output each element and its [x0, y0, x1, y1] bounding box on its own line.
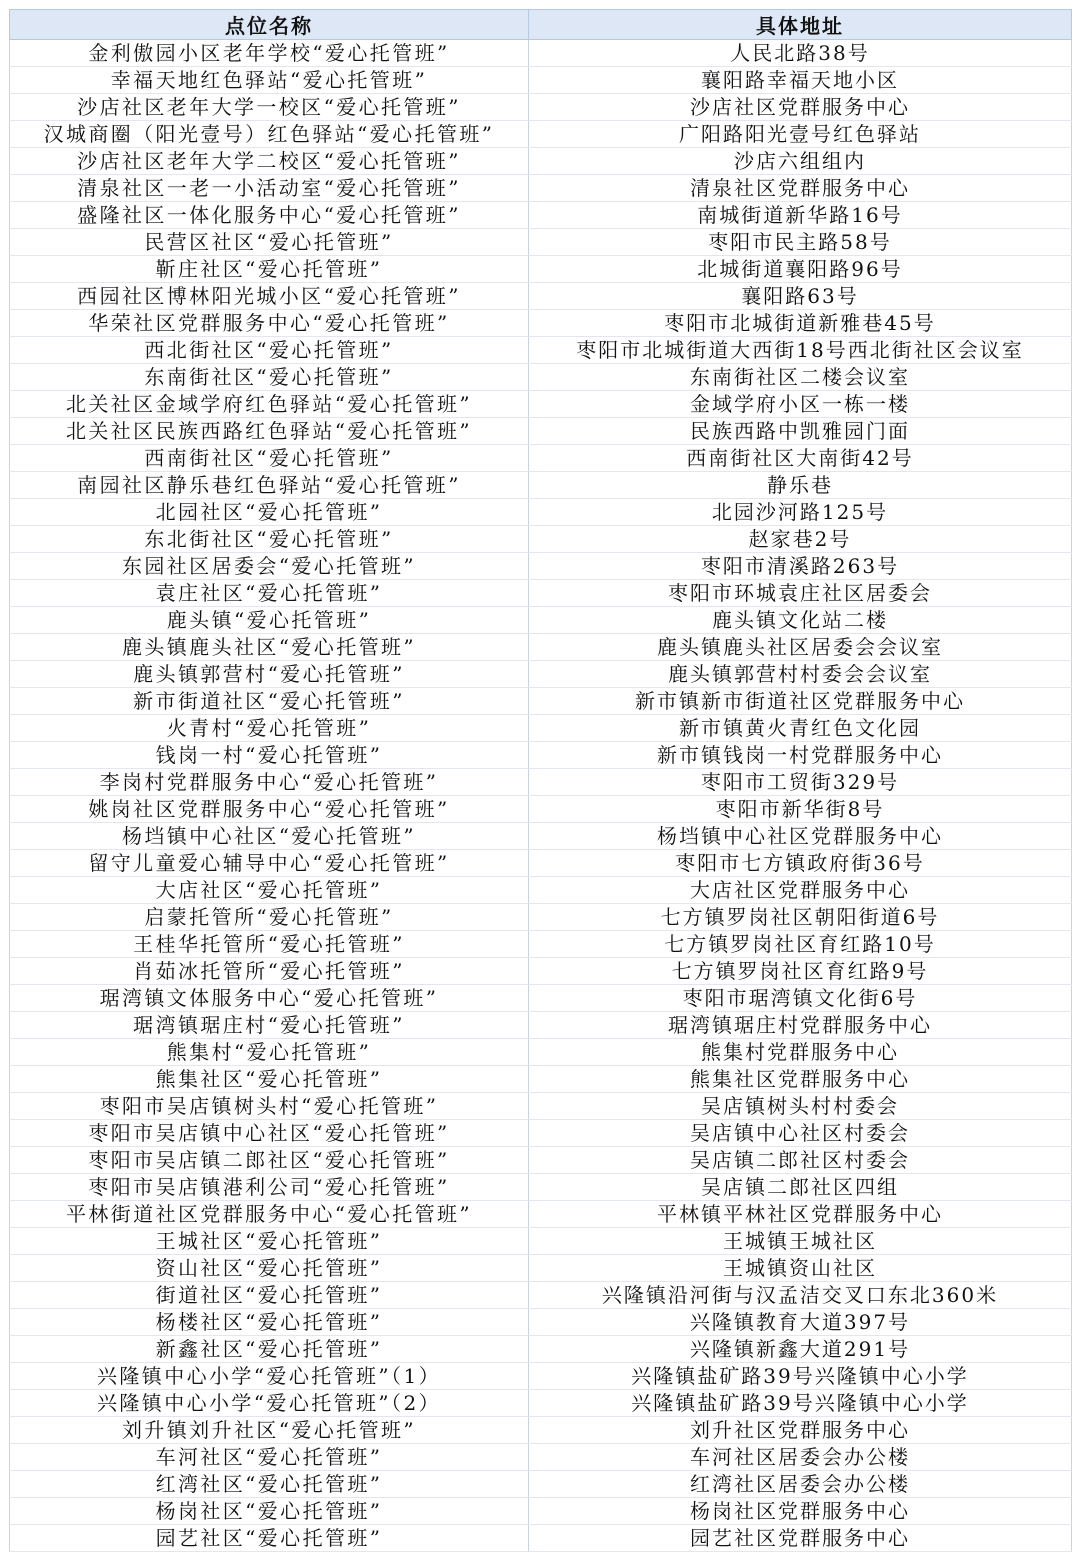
location-address-cell: 枣阳市清溪路263号	[529, 553, 1072, 580]
location-name-cell: 华荣社区党群服务中心“爱心托管班”	[10, 310, 529, 337]
location-address-cell: 兴隆镇盐矿路39号兴隆镇中心小学	[529, 1363, 1072, 1390]
table-row	[10, 40, 1072, 67]
table-row	[10, 391, 1072, 418]
location-address-cell: 南城街道新华路16号	[529, 202, 1072, 229]
table-row	[10, 67, 1072, 94]
location-address-cell: 吴店镇中心社区村委会	[529, 1120, 1072, 1147]
location-name-cell: 熊集社区“爱心托管班”	[10, 1066, 529, 1093]
location-name-cell: 李岗村党群服务中心“爱心托管班”	[10, 769, 529, 796]
location-address-cell: 人民北路38号	[529, 40, 1072, 67]
table-row	[10, 1147, 1072, 1174]
column-header-name: 点位名称	[10, 10, 529, 40]
location-name-cell: 鹿头镇“爱心托管班”	[10, 607, 529, 634]
location-name-cell: 钱岗一村“爱心托管班”	[10, 742, 529, 769]
table-row	[10, 1390, 1072, 1417]
location-address-cell: 平林镇平林社区党群服务中心	[529, 1201, 1072, 1228]
location-name-cell: 鹿头镇鹿头社区“爱心托管班”	[10, 634, 529, 661]
location-name-cell: 西园社区博林阳光城小区“爱心托管班”	[10, 283, 529, 310]
location-name-cell: 北关社区民族西路红色驿站“爱心托管班”	[10, 418, 529, 445]
location-address-cell: 沙店社区党群服务中心	[529, 94, 1072, 121]
table-row	[10, 1012, 1072, 1039]
location-address-cell: 七方镇罗岗社区育红路9号	[529, 958, 1072, 985]
table-row	[10, 364, 1072, 391]
table-row	[10, 310, 1072, 337]
location-address-cell: 枣阳市新华街8号	[529, 796, 1072, 823]
table-row	[10, 445, 1072, 472]
table-row	[10, 94, 1072, 121]
location-name-cell: 靳庄社区“爱心托管班”	[10, 256, 529, 283]
table-row	[10, 823, 1072, 850]
table-row	[10, 283, 1072, 310]
table-body	[10, 40, 1072, 1552]
table-row	[10, 1066, 1072, 1093]
location-address-cell: 北园沙河路125号	[529, 499, 1072, 526]
location-name-cell: 王城社区“爱心托管班”	[10, 1228, 529, 1255]
location-address-cell: 鹿头镇文化站二楼	[529, 607, 1072, 634]
header-row	[10, 10, 1072, 40]
location-address-cell: 兴隆镇盐矿路39号兴隆镇中心小学	[529, 1390, 1072, 1417]
location-address-cell: 西南街社区大南街42号	[529, 445, 1072, 472]
location-address-cell: 大店社区党群服务中心	[529, 877, 1072, 904]
table-row	[10, 1309, 1072, 1336]
column-header-address: 具体地址	[529, 10, 1072, 40]
location-name-cell: 枣阳市吴店镇树头村“爱心托管班”	[10, 1093, 529, 1120]
table-row	[10, 499, 1072, 526]
location-name-cell: 金利傲园小区老年学校“爱心托管班”	[10, 40, 529, 67]
location-address-cell: 金域学府小区一栋一楼	[529, 391, 1072, 418]
location-address-cell: 北城街道襄阳路96号	[529, 256, 1072, 283]
location-name-cell: 平林街道社区党群服务中心“爱心托管班”	[10, 1201, 529, 1228]
table-row	[10, 904, 1072, 931]
location-name-cell: 幸福天地红色驿站“爱心托管班”	[10, 67, 529, 94]
location-address-cell: 枣阳市琚湾镇文化街6号	[529, 985, 1072, 1012]
table-row	[10, 1120, 1072, 1147]
table-row	[10, 337, 1072, 364]
location-name-cell: 刘升镇刘升社区“爱心托管班”	[10, 1417, 529, 1444]
location-name-cell: 琚湾镇琚庄村“爱心托管班”	[10, 1012, 529, 1039]
table-row	[10, 1525, 1072, 1552]
location-name-cell: 琚湾镇文体服务中心“爱心托管班”	[10, 985, 529, 1012]
table-row	[10, 553, 1072, 580]
table-row	[10, 769, 1072, 796]
location-address-cell: 兴隆镇新鑫大道291号	[529, 1336, 1072, 1363]
location-name-cell: 东北街社区“爱心托管班”	[10, 526, 529, 553]
location-address-cell: 熊集村党群服务中心	[529, 1039, 1072, 1066]
location-name-cell: 街道社区“爱心托管班”	[10, 1282, 529, 1309]
location-address-cell: 新市镇钱岗一村党群服务中心	[529, 742, 1072, 769]
location-address-cell: 杨垱镇中心社区党群服务中心	[529, 823, 1072, 850]
location-address-cell: 红湾社区居委会办公楼	[529, 1471, 1072, 1498]
locations-table-container	[9, 9, 1071, 1552]
location-name-cell: 鹿头镇郭营村“爱心托管班”	[10, 661, 529, 688]
location-address-cell: 七方镇罗岗社区朝阳街道6号	[529, 904, 1072, 931]
location-address-cell: 枣阳市北城街道大西街18号西北街社区会议室	[529, 337, 1072, 364]
table-row	[10, 1201, 1072, 1228]
location-name-cell: 王桂华托管所“爱心托管班”	[10, 931, 529, 958]
table-row	[10, 175, 1072, 202]
location-address-cell: 兴隆镇教育大道397号	[529, 1309, 1072, 1336]
location-address-cell: 枣阳市环城袁庄社区居委会	[529, 580, 1072, 607]
location-address-cell: 新市镇黄火青红色文化园	[529, 715, 1072, 742]
location-name-cell: 火青村“爱心托管班”	[10, 715, 529, 742]
table-row	[10, 850, 1072, 877]
location-name-cell: 清泉社区一老一小活动室“爱心托管班”	[10, 175, 529, 202]
table-row	[10, 229, 1072, 256]
location-name-cell: 新鑫社区“爱心托管班”	[10, 1336, 529, 1363]
table-row	[10, 634, 1072, 661]
location-address-cell: 赵家巷2号	[529, 526, 1072, 553]
location-address-cell: 王城镇资山社区	[529, 1255, 1072, 1282]
location-address-cell: 枣阳市工贸街329号	[529, 769, 1072, 796]
table-row	[10, 121, 1072, 148]
location-name-cell: 杨楼社区“爱心托管班”	[10, 1309, 529, 1336]
table-row	[10, 1093, 1072, 1120]
table-row	[10, 1471, 1072, 1498]
table-row	[10, 742, 1072, 769]
location-address-cell: 吴店镇二郎社区四组	[529, 1174, 1072, 1201]
location-name-cell: 沙店社区老年大学二校区“爱心托管班”	[10, 148, 529, 175]
location-name-cell: 启蒙托管所“爱心托管班”	[10, 904, 529, 931]
location-address-cell: 熊集社区党群服务中心	[529, 1066, 1072, 1093]
table-row	[10, 202, 1072, 229]
location-address-cell: 东南街社区二楼会议室	[529, 364, 1072, 391]
location-address-cell: 沙店六组组内	[529, 148, 1072, 175]
location-name-cell: 杨垱镇中心社区“爱心托管班”	[10, 823, 529, 850]
table-row	[10, 1498, 1072, 1525]
location-name-cell: 兴隆镇中心小学“爱心托管班”（1）	[10, 1363, 529, 1390]
table-row	[10, 1417, 1072, 1444]
table-row	[10, 1363, 1072, 1390]
location-name-cell: 民营区社区“爱心托管班”	[10, 229, 529, 256]
table-row	[10, 688, 1072, 715]
location-name-cell: 红湾社区“爱心托管班”	[10, 1471, 529, 1498]
location-address-cell: 静乐巷	[529, 472, 1072, 499]
location-name-cell: 南园社区静乐巷红色驿站“爱心托管班”	[10, 472, 529, 499]
table-row	[10, 256, 1072, 283]
location-name-cell: 大店社区“爱心托管班”	[10, 877, 529, 904]
location-name-cell: 枣阳市吴店镇港利公司“爱心托管班”	[10, 1174, 529, 1201]
location-name-cell: 沙店社区老年大学一校区“爱心托管班”	[10, 94, 529, 121]
table-row	[10, 877, 1072, 904]
table-row	[10, 985, 1072, 1012]
location-address-cell: 兴隆镇沿河街与汉孟洁交叉口东北360米	[529, 1282, 1072, 1309]
table-row	[10, 526, 1072, 553]
location-name-cell: 资山社区“爱心托管班”	[10, 1255, 529, 1282]
location-name-cell: 东园社区居委会“爱心托管班”	[10, 553, 529, 580]
table-row	[10, 580, 1072, 607]
location-name-cell: 汉城商圈（阳光壹号）红色驿站“爱心托管班”	[10, 121, 529, 148]
location-name-cell: 北园社区“爱心托管班”	[10, 499, 529, 526]
location-address-cell: 七方镇罗岗社区育红路10号	[529, 931, 1072, 958]
location-name-cell: 枣阳市吴店镇二郎社区“爱心托管班”	[10, 1147, 529, 1174]
location-address-cell: 车河社区居委会办公楼	[529, 1444, 1072, 1471]
location-name-cell: 北关社区金域学府红色驿站“爱心托管班”	[10, 391, 529, 418]
location-address-cell: 鹿头镇鹿头社区居委会会议室	[529, 634, 1072, 661]
location-address-cell: 琚湾镇琚庄村党群服务中心	[529, 1012, 1072, 1039]
table-row	[10, 1282, 1072, 1309]
location-address-cell: 鹿头镇郭营村村委会会议室	[529, 661, 1072, 688]
location-address-cell: 广阳路阳光壹号红色驿站	[529, 121, 1072, 148]
location-name-cell: 西南街社区“爱心托管班”	[10, 445, 529, 472]
table-row	[10, 1336, 1072, 1363]
location-address-cell: 襄阳路幸福天地小区	[529, 67, 1072, 94]
location-name-cell: 杨岗社区“爱心托管班”	[10, 1498, 529, 1525]
location-address-cell: 王城镇王城社区	[529, 1228, 1072, 1255]
location-address-cell: 襄阳路63号	[529, 283, 1072, 310]
location-name-cell: 盛隆社区一体化服务中心“爱心托管班”	[10, 202, 529, 229]
location-address-cell: 吴店镇二郎社区村委会	[529, 1147, 1072, 1174]
location-address-cell: 刘升社区党群服务中心	[529, 1417, 1072, 1444]
table-row	[10, 472, 1072, 499]
table-row	[10, 1174, 1072, 1201]
table-row	[10, 418, 1072, 445]
location-name-cell: 西北街社区“爱心托管班”	[10, 337, 529, 364]
location-name-cell: 留守儿童爱心辅导中心“爱心托管班”	[10, 850, 529, 877]
table-row	[10, 958, 1072, 985]
location-address-cell: 清泉社区党群服务中心	[529, 175, 1072, 202]
location-name-cell: 枣阳市吴店镇中心社区“爱心托管班”	[10, 1120, 529, 1147]
table-row	[10, 1039, 1072, 1066]
table-row	[10, 715, 1072, 742]
location-address-cell: 新市镇新市街道社区党群服务中心	[529, 688, 1072, 715]
table-row	[10, 1444, 1072, 1471]
location-name-cell: 东南街社区“爱心托管班”	[10, 364, 529, 391]
location-name-cell: 熊集村“爱心托管班”	[10, 1039, 529, 1066]
location-address-cell: 吴店镇树头村村委会	[529, 1093, 1072, 1120]
location-address-cell: 枣阳市民主路58号	[529, 229, 1072, 256]
location-name-cell: 新市街道社区“爱心托管班”	[10, 688, 529, 715]
location-address-cell: 杨岗社区党群服务中心	[529, 1498, 1072, 1525]
location-address-cell: 民族西路中凯雅园门面	[529, 418, 1072, 445]
location-address-cell: 枣阳市七方镇政府街36号	[529, 850, 1072, 877]
table-row	[10, 931, 1072, 958]
table-row	[10, 661, 1072, 688]
location-name-cell: 肖茹冰托管所“爱心托管班”	[10, 958, 529, 985]
location-address-cell: 园艺社区党群服务中心	[529, 1525, 1072, 1552]
table-row	[10, 1228, 1072, 1255]
location-address-cell: 枣阳市北城街道新雅巷45号	[529, 310, 1072, 337]
location-name-cell: 车河社区“爱心托管班”	[10, 1444, 529, 1471]
location-name-cell: 兴隆镇中心小学“爱心托管班”（2）	[10, 1390, 529, 1417]
locations-table	[9, 9, 1072, 1552]
table-row	[10, 796, 1072, 823]
table-row	[10, 1255, 1072, 1282]
location-name-cell: 袁庄社区“爱心托管班”	[10, 580, 529, 607]
table-row	[10, 607, 1072, 634]
location-name-cell: 姚岗社区党群服务中心“爱心托管班”	[10, 796, 529, 823]
location-name-cell: 园艺社区“爱心托管班”	[10, 1525, 529, 1552]
table-row	[10, 148, 1072, 175]
